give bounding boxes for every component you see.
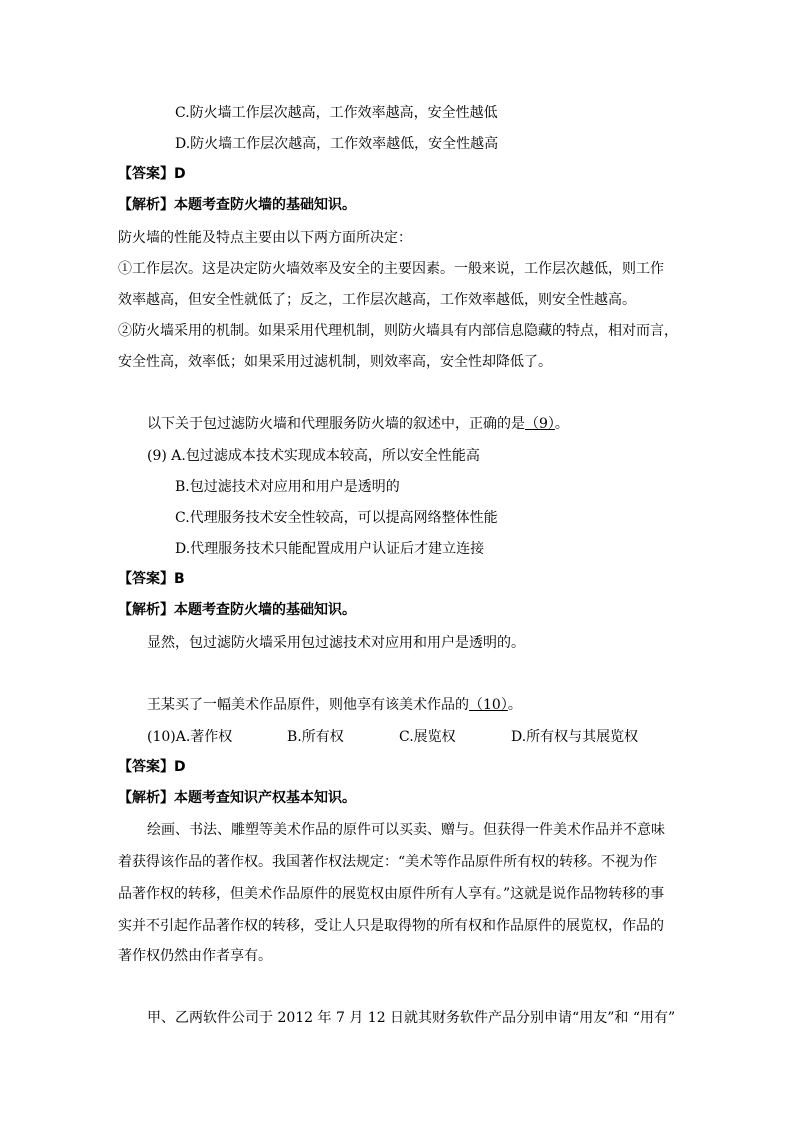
answer-value: B — [174, 571, 185, 587]
analysis-label: 【解析】 — [118, 602, 174, 618]
stem-end: 。 — [507, 697, 522, 713]
q8-option-d: D.防火墙工作层次越高，工作效率越低，安全性越高 — [175, 136, 499, 152]
analysis-title: 本题考查防火墙的基础知识。 — [174, 197, 356, 213]
q8-answer — [118, 164, 186, 184]
q8-analysis-line: ②防火墙采用的机制。如果采用代理机制，则防火墙具有内部信息隐藏的特点，相对而言， — [118, 323, 678, 339]
analysis-title: 本题考查知识产权基本知识。 — [174, 790, 356, 806]
q11-stem: 甲、乙两软件公司于 2012 年 7 月 12 日就其财务软件产品分别申请“用友”和 “用有” — [147, 1010, 676, 1026]
q10-option-a: (10)A.著作权 — [147, 729, 233, 745]
q8-analysis-line: 安全性高，效率低；如果采用过滤机制，则效率高，安全性却降低了。 — [118, 354, 552, 370]
q10-analysis-line: 着获得该作品的著作权。我国著作权法规定：“美术等作品原件所有权的转移。不视为作 — [118, 854, 658, 870]
q9-analysis-line: 显然，包过滤防火墙采用包过滤技术对应用和用户是透明的。 — [147, 635, 525, 651]
q9-option-d: D.代理服务技术只能配置成用户认证后才建立连接 — [175, 541, 485, 557]
analysis-title: 本题考查防火墙的基础知识。 — [174, 602, 356, 618]
q10-option-b: B.所有权 — [287, 729, 344, 745]
q10-analysis-line: 著作权仍然由作者享有。 — [118, 948, 272, 964]
stem-text: 王某买了一幅美术作品原件，则他享有该美术作品的 — [147, 697, 469, 713]
answer-value: D — [174, 166, 186, 182]
answer-label: 【答案】 — [118, 571, 174, 587]
answer-value: D — [174, 759, 186, 775]
stem-text: 以下关于包过滤防火墙和代理服务防火墙的叙述中，正确的是 — [147, 416, 525, 432]
q9-option-c: C.代理服务技术安全性较高，可以提高网络整体性能 — [175, 510, 498, 526]
q8-analysis-line: 防火墙的性能及特点主要由以下两方面所决定： — [118, 230, 412, 246]
q8-analysis-heading — [118, 195, 356, 215]
q10-analysis-heading — [118, 788, 356, 808]
q10-analysis-line: 绘画、书法、雕塑等美术作品的原件可以买卖、赠与。但获得一件美术作品并不意味 — [147, 822, 665, 838]
stem-blank: （9） — [525, 416, 555, 432]
q10-option-d: D.所有权与其展览权 — [511, 729, 639, 745]
q10-analysis-line: 品著作权的转移，但美术作品原件的展览权由原件所有人享有。”这就是说作品物转移的事 — [118, 886, 665, 902]
q9-option-b: B.包过滤技术对应用和用户是透明的 — [175, 479, 400, 495]
answer-label: 【答案】 — [118, 166, 174, 182]
q8-option-c: C.防火墙工作层次越高，工作效率越高，安全性越低 — [175, 105, 498, 121]
q10-answer — [118, 757, 186, 777]
answer-label: 【答案】 — [118, 759, 174, 775]
q9-stem — [147, 414, 569, 434]
q8-analysis-line: 效率越高，但安全性就低了；反之，工作层次越高，工作效率越低，则安全性越高。 — [118, 292, 636, 308]
q10-option-c: C.展览权 — [399, 729, 456, 745]
q9-analysis-heading — [118, 600, 356, 620]
q9-answer — [118, 569, 185, 589]
q9-option-a: (9) A.包过滤成本技术实现成本较高，所以安全性能高 — [147, 448, 480, 464]
q8-analysis-line: ①工作层次。这是决定防火墙效率及安全的主要因素。一般来说，工作层次越低，则工作 — [118, 261, 664, 277]
stem-end: 。 — [554, 416, 569, 432]
q10-analysis-line: 实并不引起作品著作权的转移，受让人只是取得物的所有权和作品原件的展览权，作品的 — [118, 918, 664, 934]
q10-stem — [147, 695, 522, 715]
stem-blank: （10） — [469, 697, 508, 713]
analysis-label: 【解析】 — [118, 790, 174, 806]
analysis-label: 【解析】 — [118, 197, 174, 213]
